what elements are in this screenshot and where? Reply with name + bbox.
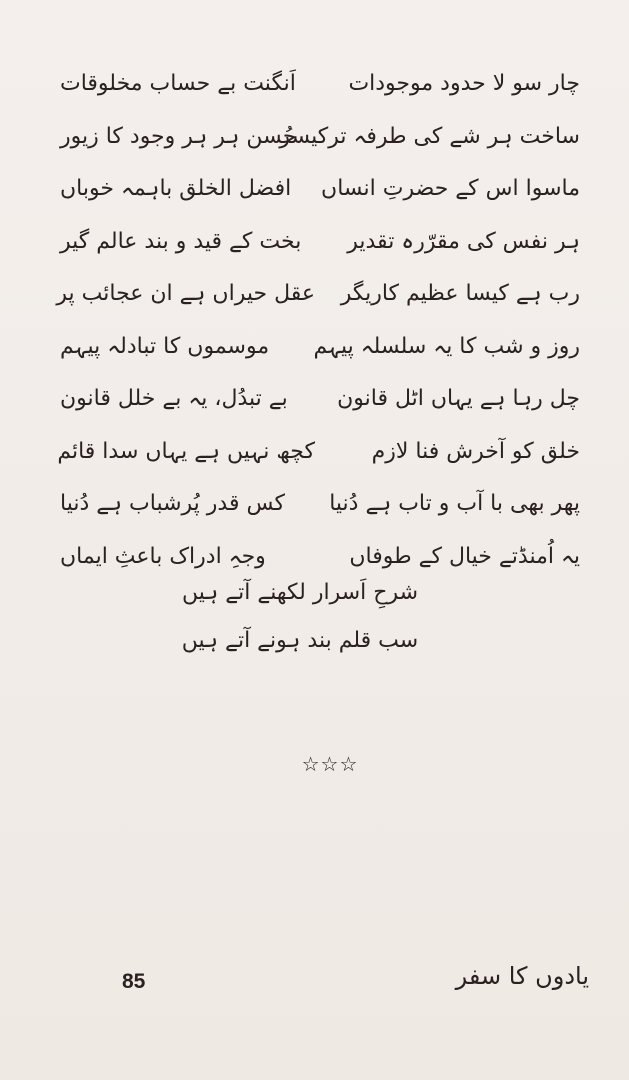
closing-couplet [120,568,480,664]
verse-second-line: بے تبدُل، یہ بے خلل قانون [60,386,288,412]
couplet [60,58,580,111]
book-title-footer: یادوں کا سفر [455,962,589,990]
verse-second-line: اَنگنت بے حساب مخلوقات [60,71,296,97]
poem-body [56,58,580,583]
page-number: 85 [122,970,146,993]
couplet [60,478,580,531]
verse-first-line: ہر نفس کی مقرّرہ تقدیر [347,228,580,254]
couplet [60,163,580,216]
verse-first-line: روز و شب کا یہ سلسلہ پیہم [313,333,580,359]
verse-first-line: چار سو لا حدود موجودات [348,71,580,97]
section-separator-stars: ☆☆☆ [301,752,359,776]
verse-first-line: ساخت ہر شے کی طرفہ ترکیسر [279,123,580,149]
verse-first-line: پھر بھی با آب و تاب ہے دُنیا [329,491,580,517]
verse-second-line: بخت کے قید و بند عالم گیر [60,228,302,254]
verse-second-line: وجہِ ادراک باعثِ ایماں [60,543,266,569]
couplet [56,268,580,321]
couplet [60,373,580,426]
verse-second-line: موسموں کا تبادلہ پیہم [60,333,270,359]
verse-first-line: خلق کو آخرش فنا لازم [371,438,580,464]
verse-second-line: کس قدر پُرشباب ہے دُنیا [60,491,285,517]
couplet [60,216,580,269]
verse-second-line: کچھ نہیں ہے یہاں سدا قائم [57,438,315,464]
couplet [60,111,580,164]
verse-first-line: رب ہے کیسا عظیم کاریگر [340,281,580,307]
closing-line: شرحِ اَسرار لکھنے آتے ہیں [181,579,419,605]
closing-line: سب قلم بند ہونے آتے ہیں [181,627,419,653]
verse-second-line: عقل حیراں ہے ان عجائب پر [56,281,315,307]
couplet [60,321,580,374]
verse-first-line: چل رہا ہے یہاں اٹل قانون [337,386,580,412]
verse-first-line: ماسوا اس کے حضرتِ انساں [321,176,580,202]
verse-first-line: یہ اُمنڈتے خیال کے طوفاں [349,543,580,569]
verse-second-line: افضل الخلق باہمہ خوباں [60,176,292,202]
verse-second-line: حُسن ہر ہر وجود کا زیور [60,123,297,149]
couplet [57,426,580,479]
